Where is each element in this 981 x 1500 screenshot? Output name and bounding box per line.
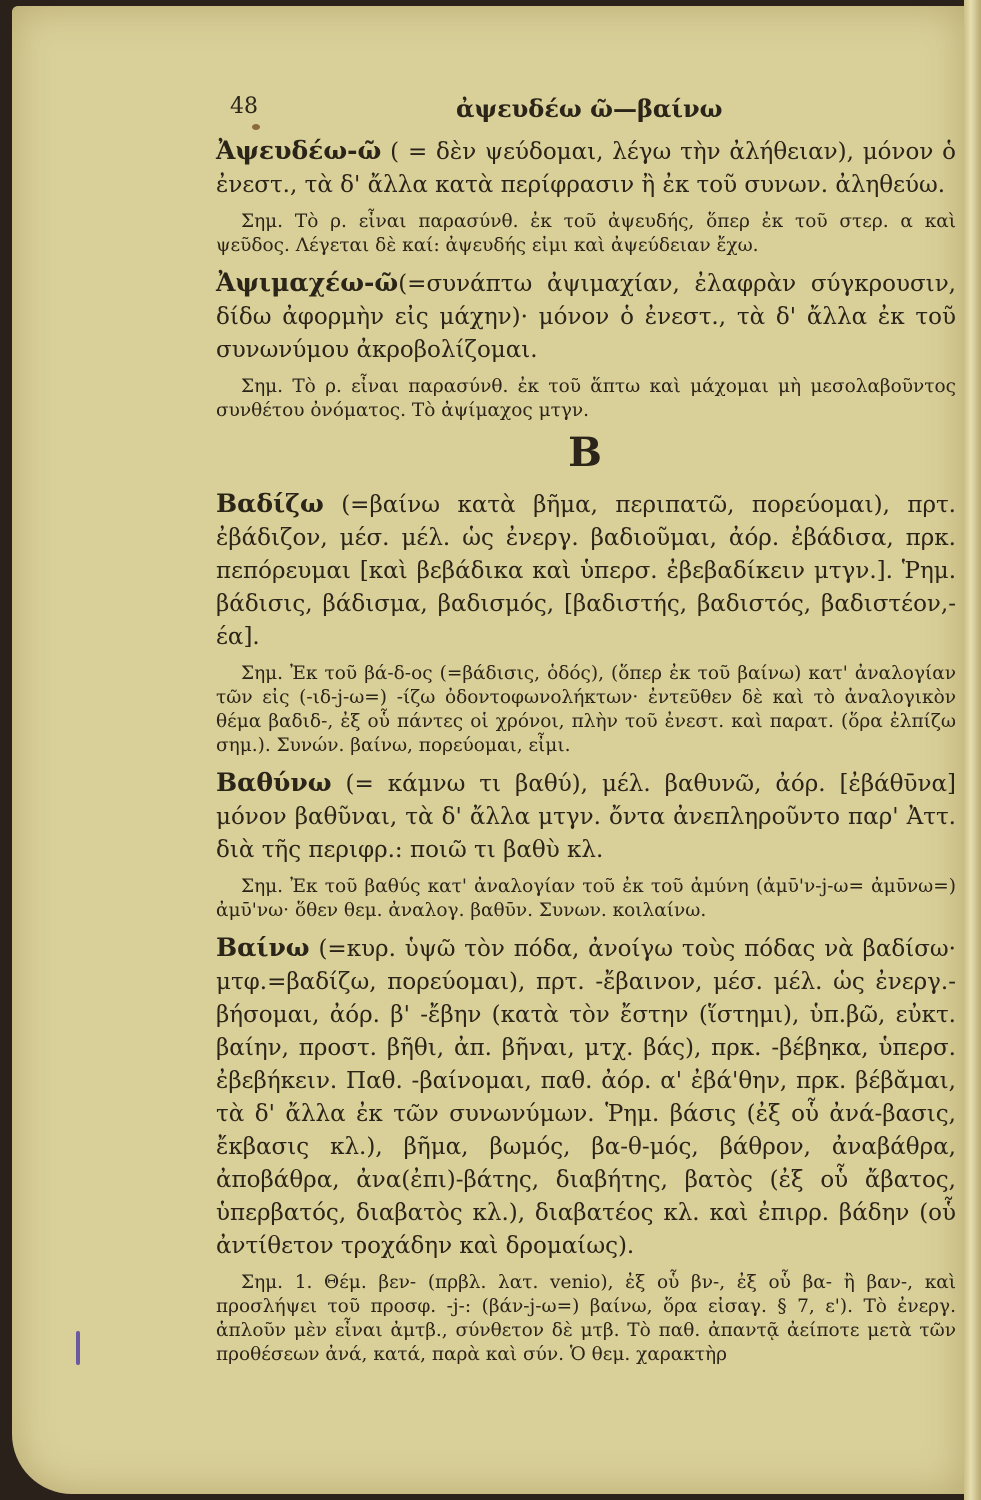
entry-headword: Βαίνω [216, 933, 310, 962]
entry-text: ( = δὲν ψεύδομαι, λέγω τὴν ἀλήθειαν), μόνον ὁ ἐνεστ., τὰ δ' ἄλλα κατὰ περίφρασιν ἢ ἐκ τοῦ συνων. ἀληθεύω. [216, 139, 956, 198]
dictionary-entry [216, 134, 956, 202]
page-number: 48 [230, 94, 258, 119]
dictionary-entry [216, 266, 956, 367]
section-letter: B [568, 429, 604, 476]
running-header [216, 94, 956, 134]
dictionary-entry [216, 931, 956, 1263]
running-title: ἀψευδέω ῶ—βαίνω [456, 94, 723, 123]
entry-headword: Ἀψιμαχέω-ῶ [216, 268, 399, 297]
ink-mark [76, 1331, 80, 1365]
entry-headword: Βαδίζω [216, 489, 324, 518]
dictionary-entry [216, 487, 956, 654]
dictionary-entry [216, 766, 956, 867]
entry-text: (=κυρ. ὑψῶ τὸν πόδα, ἀνοίγω τοὺς πόδας νὰ βαδίσω· μτφ.=βαδίζω, πορεύομαι), πρτ. -ἔβαινον, μέσ. μέλ. ὡς ἐνεργ.-βήσομαι, ἀόρ. β' -ἔβην (κατὰ τὸν ἔστην (ἵστημι), ὑπ.βῶ, εὐκτ. βαίην, προστ. βῆθι, ἀπ. βῆναι, μτχ. βάς), πρκ. -βέβηκα, ὑπερσ. ἐβεβήκειν. Παθ. -βαίνομαι, παθ. ἀόρ. α' ἐβά'θην, πρκ. βέβᾰμαι, τὰ δ' ἄλλα ἐκ τῶν συνωνύμων. Ῥημ. βάσις (ἐξ οὗ ἀνά-βασις, ἔκβασις κλ.), βῆμα, βωμός, βα-θ-μός, βάθρον, ἀναβάθρα, ἀποβάθρα, ἀνα(ἐπι)-βάτης, διαβήτης, βατὸς (ἐξ οὗ ἄβατος, ὑπερβατός, διαβατὸς κλ.), διαβατέος κλ. καὶ ἐπιρρ. βάδην (οὗ ἀντίθετον τροχάδην καὶ δρομαίως). [216, 936, 956, 1259]
page-edge [964, 0, 981, 1500]
entry-text: (=συνάπτω ἀψιμαχίαν, ἐλαφρὰν σύγκρουσιν, δίδω ἀφορμὴν εἰς μάχην)· μόνον ὁ ἐνεστ., τὰ δ' ἄλλα ἐκ τοῦ συνωνύμου ἀκροβολίζομαι. [216, 271, 956, 363]
entry-note: Σημ. Τὸ ρ. εἶναι παρασύνθ. ἐκ τοῦ ἀψευδής, ὅπερ ἐκ τοῦ στερ. α καὶ ψεῦδος. Λέγεται δὲ καί: ἀψευδής εἰμι καὶ ἀψεύδειαν ἔχω. [216, 211, 956, 256]
entry-text: (= κάμνω τι βαθύ), μέλ. βαθυνῶ, ἀόρ. [ἐβάθῡνα] μόνον βαθῦναι, τὰ δ' ἄλλα μτγν. ὄντα ἀνεπληροῦντο παρ' Ἀττ. διὰ τῆς περιφρ.: ποιῶ τι βαθὺ κλ. [216, 771, 956, 863]
entry-text: (=βαίνω κατὰ βῆμα, περιπατῶ, πορεύομαι), πρτ. ἐβάδιζον, μέσ. μέλ. ὡς ἐνεργ. βαδιοῦμαι, ἀόρ. ἐβάδισα, πρκ. πεπόρευμαι [καὶ βεβάδικα καὶ ὑπερσ. ἐβεβαδίκειν μτγν.]. Ῥημ. βάδισις, βάδισμα, βαδισμός, [βαδιστής, βαδιστός, βαδιστέον,-έα]. [216, 492, 956, 650]
entry-note: Σημ. Τὸ ρ. εἶναι παρασύνθ. ἐκ τοῦ ἅπτω καὶ μάχομαι μὴ μεσολαβοῦντος συνθέτου ὀνόματος. Τὸ ἀψίμαχος μτγν. [216, 376, 956, 421]
entry-note: Σημ. 1. Θέμ. βεν- (πρβλ. λατ. venio), ἐξ οὗ βν-, ἐξ οὗ βα- ἢ βαν-, καὶ προσλήψει τοῦ προσφ. -j-: (βάν-j-ω=) βαίνω, ὅρα εἰσαγ. § 7, ε'). Τὸ ἐνεργ. ἁπλοῦν μὲν εἶναι ἀμτβ., σύνθετον δὲ μτβ. Τὸ παθ. ἀπαντᾷ ἀείποτε μετὰ τῶν προθέσεων ἀνά, κατά, παρὰ καὶ σύν. Ὁ θεμ. χαρακτὴρ [216, 1272, 956, 1365]
entry-headword: Ἀψευδέω-ῶ [216, 136, 382, 165]
entry-note: Σημ. Ἐκ τοῦ βά-δ-ος (=βάδισις, ὁδός), (ὅπερ ἐκ τοῦ βαίνω) κατ' ἀναλογίαν τῶν εἰς (-ιδ-j-ω=) -ίζω ὀδοντοφωνολήκτων· ἐντεῦθεν δὲ καὶ τὸ ἀναλογικὸν θέμα βαδιδ-, ἐξ οὗ πάντες οἱ χρόνοι, πλὴν τοῦ ἐνεστ. καὶ παρατ. (ὅρα ἐλπίζω σημ.). Συνών. βαίνω, πορεύομαι, εἶμι. [216, 663, 956, 756]
page-content [216, 94, 956, 1367]
entry-headword: Βαθύνω [216, 768, 332, 797]
entry-note: Σημ. Ἐκ τοῦ βαθύς κατ' ἀναλογίαν τοῦ ἐκ τοῦ ἀμύνη (ἀμῡ'ν-j-ω= ἀμῡνω=) ἀμῡ'νω· ὅθεν θεμ. ἀναλογ. βαθῡν. Συνων. κοιλαίνω. [216, 876, 956, 921]
